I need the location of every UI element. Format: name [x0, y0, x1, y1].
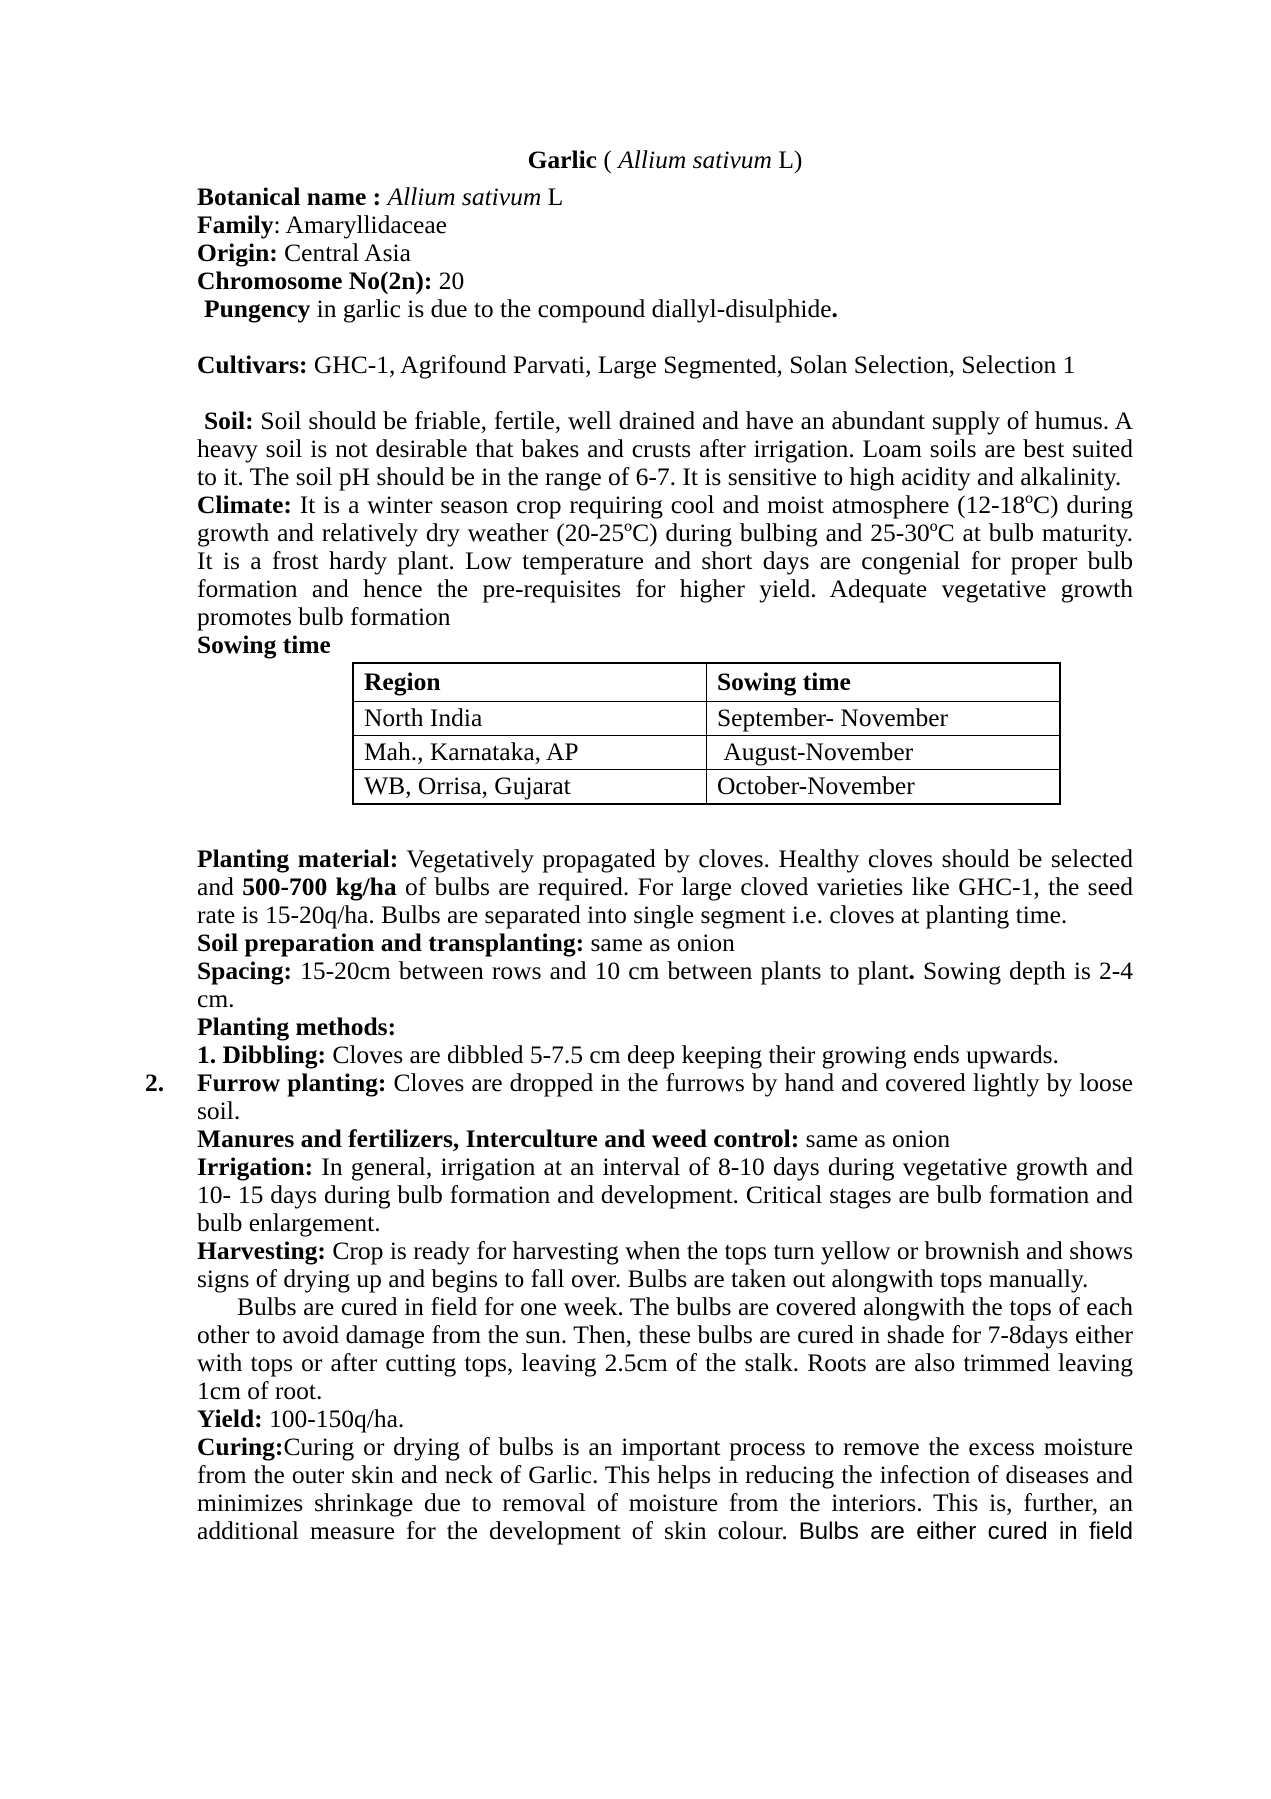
- table-row: [353, 736, 1060, 770]
- text-segment: Soil should be friable, fertile, well drained and have an abundant supply of humus. A heavy soil is not desirable that bakes and crusts after irrigation. Loam soils are best suited to it. The soil pH should be in the range of 6-7. It is sensitive to high acidity and alkalinity.: [197, 406, 1133, 491]
- text-segment: Allium sativum: [618, 145, 772, 174]
- text-segment: Harvesting:: [197, 1236, 326, 1265]
- text-segment: .: [908, 956, 915, 985]
- text-segment: 15-20cm between rows and 10 cm between plants to plant: [291, 956, 909, 985]
- table-header-cell: Sowing time: [707, 663, 1061, 702]
- text-segment: Planting material:: [197, 844, 399, 873]
- text-segment: of bulbs are required. For large cloved varieties like GHC-1, the seed rate is 15-20q/ha. Bulbs are separated into single segment i.e. cloves at planting time.: [197, 872, 1133, 929]
- text-segment: Spacing:: [197, 956, 292, 985]
- text-segment: Cloves are dibbled 5-7.5 cm deep keeping their growing ends upwards.: [325, 1040, 1059, 1069]
- climate-paragraph: [197, 491, 1133, 631]
- text-segment: In general, irrigation at an interval of 8-10 days during vegetative growth and 10- 15 days during bulb formation and development. Critical stages are bulb formation and bulb enlargement.: [197, 1152, 1133, 1237]
- text-segment: Manures and fertilizers, Interculture and weed control:: [197, 1124, 800, 1153]
- text-segment: It is a winter season crop requiring cool and moist atmosphere (12-18ºC) during growth and relatively dry weather (20-25ºC) during bulbing and 25-30ºC at bulb maturity. It is a frost hardy plant. Low temperature and short days are congenial for proper bulb formation and hence the pre-requisites for higher yield. Adequate vegetative growth promotes bulb formation: [197, 490, 1133, 631]
- text-segment: Family: [197, 210, 274, 239]
- harvesting-paragraph: [197, 1237, 1133, 1293]
- dibbling-item: [197, 1041, 1133, 1069]
- furrow-planting-item: [145, 1068, 1133, 1125]
- text-segment: Sowing depth is 2-4 cm.: [197, 956, 1133, 1013]
- text-segment: Origin:: [197, 238, 278, 267]
- text-segment: .: [831, 294, 838, 323]
- blank-line: [197, 807, 1133, 845]
- table-header-cell: Region: [353, 663, 707, 702]
- text-segment: Central Asia: [277, 238, 411, 267]
- cultivars-line: [197, 351, 1133, 379]
- text-segment: Curing:: [197, 1432, 284, 1461]
- text-segment: Cloves are dropped in the furrows by hand and covered lightly by loose soil.: [197, 1068, 1133, 1125]
- text-segment: Pungency: [204, 294, 311, 323]
- text-segment: same as onion: [799, 1124, 951, 1153]
- text-segment: 100-150q/ha.: [262, 1404, 405, 1433]
- text-segment: Crop is ready for harvesting when the tops turn yellow or brownish and shows signs of drying up and begins to fall over. Bulbs are taken out alongwith tops manually.: [197, 1236, 1133, 1293]
- text-segment: Chromosome No(2n):: [197, 266, 433, 295]
- text-segment: 20: [432, 266, 465, 295]
- text-segment: GHC-1, Agrifound Parvati, Large Segmented, Solan Selection, Selection 1: [307, 350, 1076, 379]
- botanical-name-line: [197, 183, 1133, 211]
- sowing-time-heading: Sowing time: [197, 630, 331, 659]
- text-segment: in garlic is due to the compound diallyl-disulphide: [310, 294, 832, 323]
- text-segment: Irrigation:: [197, 1152, 314, 1181]
- text-segment: L: [541, 182, 564, 211]
- text-segment: 2.: [145, 1068, 165, 1097]
- text-segment: Botanical name :: [197, 182, 382, 211]
- text-segment: Garlic: [527, 145, 597, 174]
- text-segment: Bulbs are either cured in field: [798, 1518, 1133, 1545]
- text-segment: Soil preparation and transplanting:: [197, 928, 585, 957]
- family-line: [197, 211, 1133, 239]
- sowing-time-table: [352, 662, 1061, 805]
- chromosome-line: [197, 267, 1133, 295]
- text-segment: Furrow planting:: [197, 1068, 387, 1097]
- irrigation-paragraph: [197, 1153, 1133, 1237]
- table-header-row: [353, 663, 1060, 702]
- text-segment: Climate:: [197, 490, 292, 519]
- table-cell: October-November: [707, 770, 1061, 805]
- yield-line: [197, 1405, 1133, 1433]
- document-title: [197, 146, 1133, 174]
- text-segment: Cultivars:: [197, 350, 308, 379]
- soil-paragraph: [197, 407, 1133, 491]
- planting-material-paragraph: [197, 845, 1133, 929]
- text-segment: : Amaryllidaceae: [273, 210, 447, 239]
- field-curing-paragraph: [197, 1293, 1133, 1405]
- soil-preparation-line: [197, 929, 1133, 957]
- text-segment: Soil:: [204, 406, 254, 435]
- table-cell: WB, Orrisa, Gujarat: [353, 770, 707, 805]
- spacing-paragraph: [197, 957, 1133, 1013]
- planting-methods-heading: Planting methods:: [197, 1012, 397, 1041]
- text-segment: same as onion: [584, 928, 735, 957]
- table-cell: North India: [353, 702, 707, 736]
- curing-paragraph: [197, 1433, 1133, 1546]
- manures-fertilizers-line: [197, 1125, 1133, 1153]
- pungency-line: [197, 295, 1133, 323]
- text-segment: L): [771, 145, 803, 174]
- text-segment: Yield:: [197, 1404, 263, 1433]
- text-segment: Vegetatively propagated by cloves. Healthy cloves should be selected and: [197, 844, 1133, 901]
- origin-line: [197, 239, 1133, 267]
- table-cell: August-November: [707, 736, 1061, 770]
- text-segment: 500-700 kg/ha: [242, 872, 397, 901]
- table-row: [353, 770, 1060, 805]
- text-segment: Bulbs are cured in field for one week. The bulbs are covered alongwith the tops of each other to avoid damage from the sun. Then, these bulbs are cured in shade for 7-8days either with tops or after cutting tops, leaving 2.5cm of the stalk. Roots are also trimmed leaving 1cm of root.: [197, 1292, 1133, 1405]
- text-segment: Curing or drying of bulbs is an important process to remove the excess moisture from the outer skin and neck of Garlic. This helps in reducing the infection of diseases and minimizes shrinkage due to removal of moisture from the interiors. This is, further, an additional measure for the development of skin colour.: [197, 1432, 1133, 1545]
- text-segment: (: [596, 145, 619, 174]
- table-row: [353, 702, 1060, 736]
- blank-line: [197, 323, 1133, 351]
- table-cell: Mah., Karnataka, AP: [353, 736, 707, 770]
- table-cell: September- November: [707, 702, 1061, 736]
- text-segment: 1. Dibbling:: [197, 1040, 326, 1069]
- blank-line: [197, 379, 1133, 407]
- text-segment: Allium sativum: [387, 182, 542, 211]
